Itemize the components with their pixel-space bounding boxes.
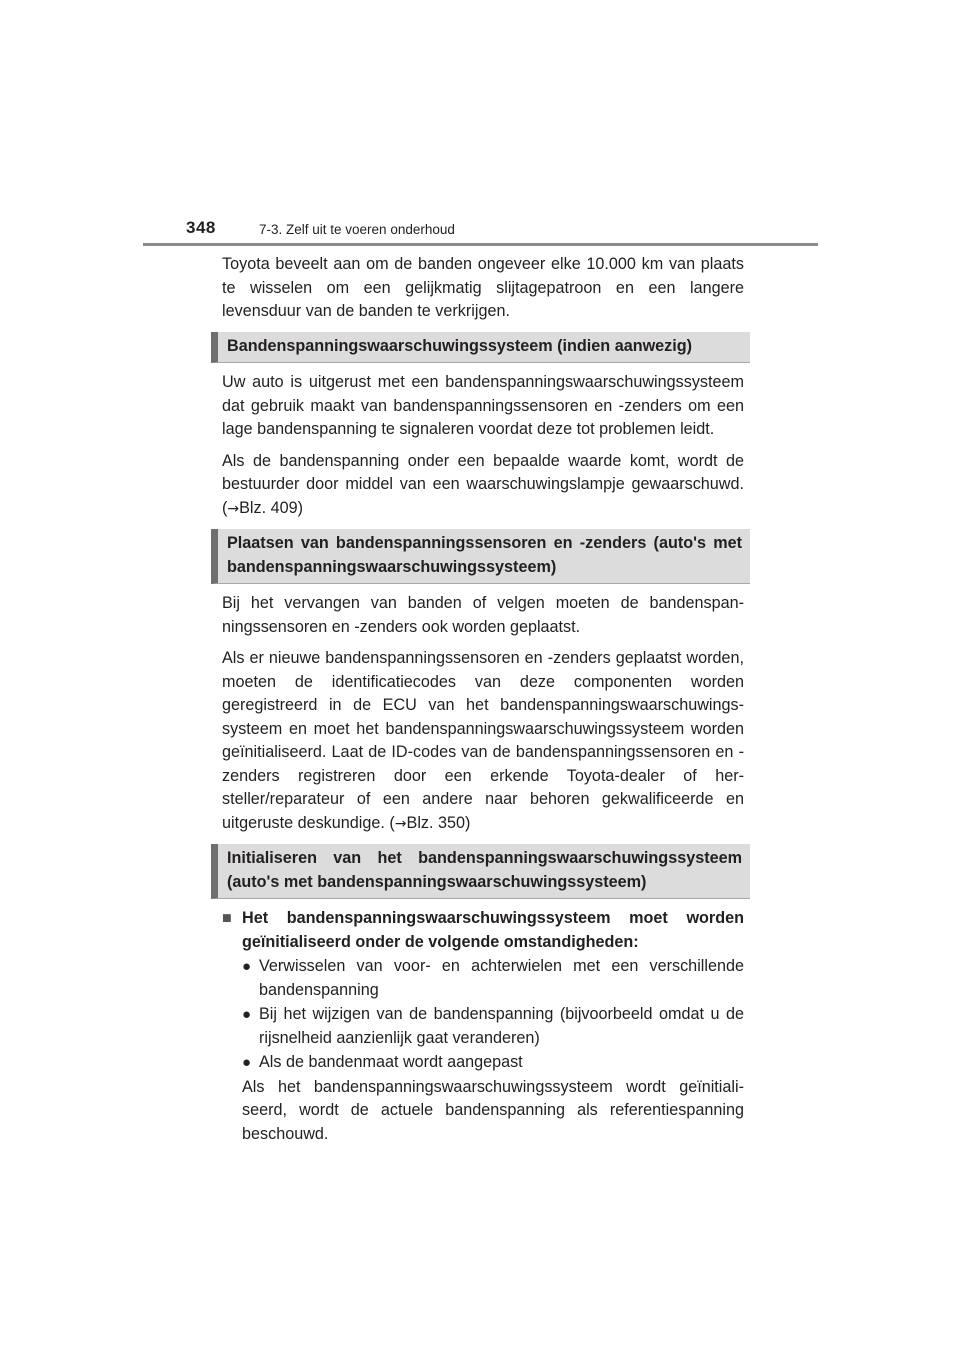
page-reference-350[interactable]: Blz. 350) (406, 813, 471, 832)
sensors-paragraph-1: Bij het vervangen van banden of velgen moeten de bandenspanningssensoren en -zenders ook worden geplaatst. (222, 594, 744, 636)
page-reference-409[interactable]: Blz. 409) (239, 498, 304, 517)
list-item-text: Bij het wijzigen van de bandenspanning (bijvoorbeeld omdat u de rijsnelheid aanzienlijk gaat veranderen) (259, 1005, 744, 1047)
bullet-dot-icon: ● (242, 958, 252, 975)
initialize-conditions-text: Het bandenspanningswaarschuwingssysteem moet worden geïnitialiseerd onder de volgende omstandigheden: (242, 909, 744, 951)
list-item (242, 1003, 744, 1050)
section-heading-tpws: Bandenspanningswaarschuwingssysteem (indien aanwezig) (211, 332, 750, 364)
header-divider (143, 243, 818, 246)
page-content (222, 253, 744, 1154)
list-item (242, 1051, 744, 1075)
initialize-closing-paragraph: Als het bandenspanningswaarschuwingssysteem wordt geïnitialiseerd, wordt de actuele bandenspanning als referentiespanning beschouwd. (242, 1077, 744, 1143)
section-header: 7-3. Zelf uit te voeren onderhoud (259, 222, 455, 237)
list-item-text: Als de bandenmaat wordt aangepast (259, 1053, 523, 1071)
sensors-paragraph-2 (222, 647, 744, 836)
section-heading-sensors: Plaatsen van bandenspanningssensoren en -zenders (auto's met bandenspanningswaarschuwingssysteem) (211, 529, 750, 584)
arrow-right-icon: → (227, 500, 240, 517)
tpws-description: Uw auto is uitgerust met een bandenspanningswaarschuwingssysteem dat gebruik maakt van bandenspanningssensoren en -zenders om een lage bandenspanning te signaleren voordat deze tot problemen leidt. (222, 373, 744, 438)
initialize-conditions-subheading (222, 907, 744, 954)
bullet-dot-icon: ● (242, 1006, 252, 1023)
intro-paragraph: Toyota beveelt aan om de banden ongeveer elke 10.000 km van plaats te wisselen om een gelijkmatig slijtagepatroon en een langere levensduur van de banden te verkrijgen. (222, 255, 744, 320)
tpws-warning-text: Als de bandenspanning onder een bepaalde waarde komt, wordt de bestuurder door middel van een waarschuwingslampje gewaarschuwd. ( (222, 451, 744, 517)
sensors-paragraph-2-text: Als er nieuwe bandenspanningssensoren en -zenders geplaatst worden, moeten de identificatiecodes van deze componenten worden geregistreerd in de ECU van het bandenspanningswaarschuwingssysteem en moet het bandenspanningswaarschuwingssysteem worden geïnitialiseerd. Laat de ID-codes van de bandenspanningssensoren en -zenders registreren door een erkende Toyota-dealer of hersteller/reparateur of een andere naar behoren gekwalificeerde en uitgeruste deskundige. ( (222, 649, 744, 832)
page-number: 348 (186, 218, 216, 237)
arrow-right-icon: → (394, 815, 407, 832)
tpws-warning-paragraph (222, 450, 744, 522)
square-bullet-icon: ■ (222, 909, 232, 927)
section-heading-initialize: Initialiseren van het bandenspanningswaarschuwingssysteem (auto's met bandenspanningswaarschuwingssysteem) (211, 844, 750, 899)
list-item (242, 955, 744, 1002)
bullet-dot-icon: ● (242, 1054, 252, 1071)
list-item-text: Verwisselen van voor- en achterwielen met een verschillende bandenspanning (259, 957, 744, 999)
